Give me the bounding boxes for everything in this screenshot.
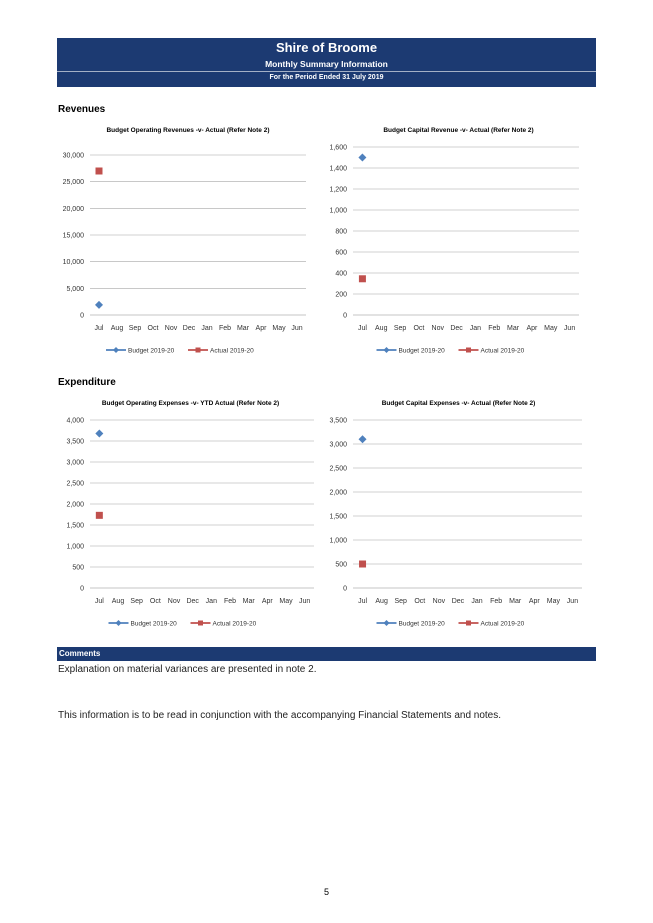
x-tick-label: Jun [291, 325, 303, 332]
x-tick-label: May [279, 598, 293, 605]
chart-svg [58, 393, 323, 628]
x-tick-label: Jul [94, 325, 104, 332]
x-tick-label: Aug [375, 598, 388, 605]
y-tick-label: 1,000 [329, 537, 347, 545]
legend-item [459, 621, 525, 628]
legend-label: Budget 2019-20 [398, 347, 445, 355]
x-tick-label: Oct [413, 325, 425, 332]
legend-item [188, 348, 254, 355]
y-tick-label: 3,000 [329, 441, 347, 449]
legend-marker [116, 620, 122, 626]
x-tick-label: Jan [469, 325, 482, 332]
y-tick-label: 500 [335, 561, 347, 569]
x-tick-label: Oct [414, 598, 426, 605]
legend-marker [198, 621, 203, 626]
x-tick-label: Feb [488, 325, 501, 332]
chart-title: Budget Operating Revenues -v- Actual (Refer Note 2) [106, 127, 270, 134]
x-tick-label: Sep [393, 325, 407, 332]
legend-item [377, 347, 446, 355]
x-tick-label: Nov [167, 598, 181, 605]
legend-marker [196, 348, 201, 353]
report-period: For the Period Ended 31 July 2019 [269, 74, 384, 81]
expenditure-heading: Expenditure [58, 377, 116, 388]
x-tick-label: Aug [375, 325, 388, 332]
legend-label: Actual 2019-20 [212, 620, 257, 628]
x-tick-label: Jul [358, 598, 368, 605]
x-tick-label: May [544, 325, 558, 332]
y-tick-label: 400 [335, 270, 347, 278]
x-tick-label: Aug [111, 598, 125, 605]
chart-svg [58, 120, 318, 355]
y-tick-label: 3,000 [66, 459, 84, 467]
x-tick-label: Apr [528, 598, 540, 605]
x-tick-label: Nov [432, 598, 446, 605]
actual-point [359, 275, 366, 282]
y-tick-label: 0 [343, 585, 347, 593]
y-tick-label: 200 [335, 291, 347, 299]
budget-point [358, 154, 366, 162]
legend-label: Budget 2019-20 [128, 347, 175, 355]
x-tick-label: Dec [451, 598, 465, 605]
y-tick-label: 1,200 [329, 186, 347, 194]
y-tick-label: 1,600 [329, 144, 347, 152]
page-number: 5 [323, 887, 329, 897]
x-tick-label: Feb [218, 325, 232, 332]
budget-point [359, 435, 367, 443]
y-tick-label: 20,000 [62, 205, 84, 213]
y-tick-label: 1,400 [329, 165, 347, 173]
legend-item [106, 347, 175, 355]
x-tick-label: Dec [186, 598, 199, 605]
comment-line-variances: Explanation on material variances are presented in note 2. [58, 664, 317, 675]
x-tick-label: May [272, 325, 286, 332]
x-tick-label: Apr [261, 598, 273, 605]
operating-revenue-chart [58, 120, 318, 355]
x-tick-label: Jan [201, 325, 213, 332]
x-tick-label: Jul [94, 598, 104, 605]
chart-title: Budget Operating Expenses -v- YTD Actual (Refer Note 2) [101, 400, 280, 407]
operating-expenses-chart [58, 393, 323, 628]
report-title: Shire of Broome [275, 40, 378, 55]
x-tick-label: Mar [236, 325, 250, 332]
x-tick-label: Mar [509, 598, 522, 605]
y-tick-label: 4,000 [66, 417, 84, 425]
actual-point [359, 561, 366, 568]
y-tick-label: 5,000 [66, 285, 84, 293]
x-tick-label: Jan [205, 598, 217, 605]
legend-item [109, 620, 178, 628]
legend-label: Budget 2019-20 [398, 620, 445, 628]
legend-item [459, 348, 525, 355]
legend-item [191, 621, 257, 628]
legend-label: Actual 2019-20 [210, 347, 254, 355]
x-tick-label: Apr [526, 325, 538, 332]
y-tick-label: 15,000 [62, 232, 84, 240]
legend-label: Actual 2019-20 [480, 620, 525, 628]
comments-heading: Comments [57, 647, 596, 661]
x-tick-label: Sep [130, 598, 143, 605]
x-tick-label: Jun [566, 598, 579, 605]
y-tick-label: 2,000 [329, 489, 347, 497]
report-header [57, 38, 596, 87]
y-tick-label: 3,500 [329, 417, 347, 425]
capital-revenue-chart [326, 120, 591, 355]
report-subtitle: Monthly Summary Information [265, 59, 388, 69]
x-tick-label: Jul [357, 325, 367, 332]
y-tick-label: 2,500 [66, 480, 84, 488]
x-tick-label: Sep [128, 325, 142, 332]
y-tick-label: 0 [80, 585, 84, 593]
chart-title: Budget Capital Revenue -v- Actual (Refer Note 2) [383, 127, 534, 134]
legend-marker [384, 347, 390, 353]
chart-svg [326, 393, 591, 628]
chart-svg [326, 120, 591, 355]
x-tick-label: Sep [394, 598, 407, 605]
legend-marker [113, 347, 119, 353]
actual-point [96, 168, 103, 175]
x-tick-label: Apr [255, 325, 267, 332]
x-tick-label: Oct [147, 325, 159, 332]
x-tick-label: Nov [164, 325, 178, 332]
x-tick-label: Feb [490, 598, 503, 605]
legend-label: Actual 2019-20 [480, 347, 525, 355]
y-tick-label: 2,500 [329, 465, 347, 473]
comment-line-conjunction: This information is to be read in conjunction with the accompanying Financial Statements and notes. [58, 710, 502, 721]
y-tick-label: 0 [80, 312, 84, 320]
y-tick-label: 500 [72, 564, 84, 572]
x-tick-label: Mar [507, 325, 520, 332]
legend-marker [384, 620, 390, 626]
x-tick-label: Jan [471, 598, 483, 605]
y-tick-label: 10,000 [62, 259, 84, 267]
y-tick-label: 800 [335, 228, 347, 236]
legend-item [377, 620, 446, 628]
x-tick-label: Dec [450, 325, 463, 332]
x-tick-label: Mar [242, 598, 255, 605]
x-tick-label: Nov [431, 325, 444, 332]
legend-marker [466, 621, 471, 626]
y-tick-label: 30,000 [62, 152, 84, 160]
chart-title: Budget Capital Expenses -v- Actual (Refer Note 2) [381, 400, 536, 407]
y-tick-label: 600 [335, 249, 347, 257]
legend-marker [466, 348, 471, 353]
y-tick-label: 1,500 [66, 522, 84, 530]
x-tick-label: Jun [299, 598, 311, 605]
header-divider [57, 71, 596, 72]
legend-label: Budget 2019-20 [130, 620, 177, 628]
x-tick-label: May [546, 598, 560, 605]
y-tick-label: 25,000 [62, 179, 84, 187]
actual-point [96, 512, 103, 519]
y-tick-label: 0 [343, 312, 347, 320]
y-tick-label: 1,000 [66, 543, 84, 551]
y-tick-label: 1,000 [329, 207, 347, 215]
y-tick-label: 2,000 [66, 501, 84, 509]
x-tick-label: Feb [223, 598, 237, 605]
y-tick-label: 3,500 [66, 438, 84, 446]
x-tick-label: Dec [182, 325, 196, 332]
budget-point [95, 429, 103, 437]
capital-expenses-chart [326, 393, 591, 628]
x-tick-label: Jun [563, 325, 576, 332]
x-tick-label: Oct [149, 598, 161, 605]
x-tick-label: Aug [110, 325, 124, 332]
budget-point [95, 301, 103, 309]
y-tick-label: 1,500 [329, 513, 347, 521]
revenues-heading: Revenues [58, 104, 106, 115]
